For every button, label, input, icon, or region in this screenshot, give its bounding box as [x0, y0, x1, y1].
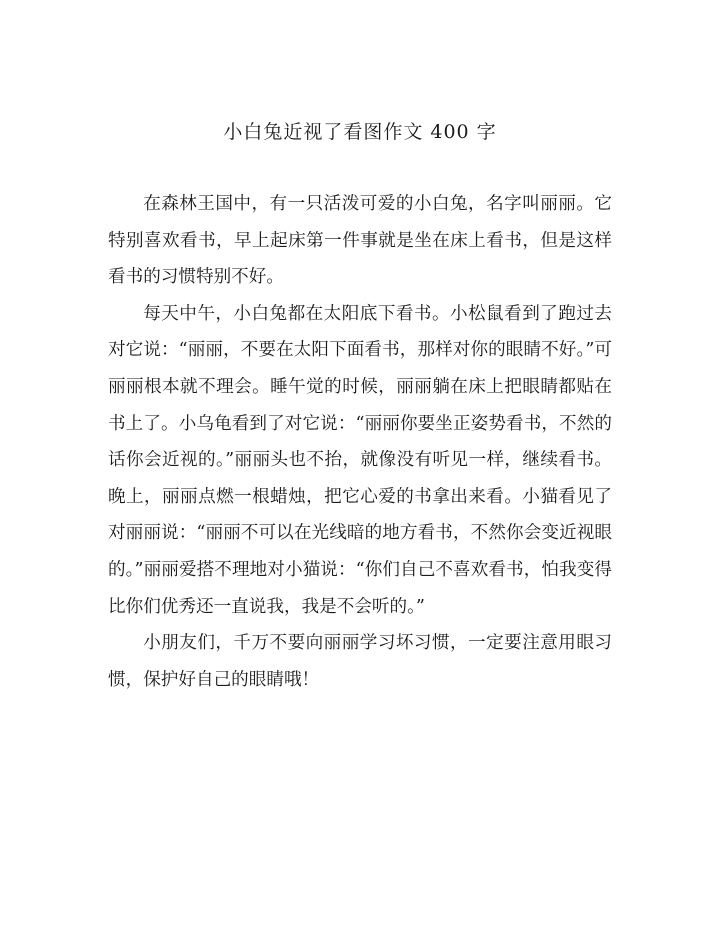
paragraph-story: 每天中午，小白兔都在太阳底下看书。小松鼠看到了跑过去对它说：“丽丽，不要在太阳下面看书，那样对你的眼睛不好。”可丽丽根本就不理会。睡午觉的时候，丽丽躺在床上把眼睛都贴在书上了。小乌龟看到了对它说：“丽丽你要坐正姿势看书，不然的话你会近视的。”丽丽头也不抬，就像没有听见一样，继续看书。晚上，丽丽点燃一根蜡烛，把它心爱的书拿出来看。小猫看见了对丽丽说：“丽丽不可以在光线暗的地方看书，不然你会变近视眼的。”丽丽爱搭不理地对小猫说：“你们自己不喜欢看书，怕我变得比你们优秀还一直说我，我是不会听的。”	[108, 303, 612, 617]
document-body	[108, 186, 612, 698]
paragraph-conclusion: 小朋友们，千万不要向丽丽学习坏习惯，一定要注意用眼习惯，保护好自己的眼睛哦！	[108, 633, 612, 690]
document-title: 小白兔近视了看图作文 400 字	[223, 121, 497, 143]
paragraph-intro: 在森林王国中，有一只活泼可爱的小白兔，名字叫丽丽。它特别喜欢看书，早上起床第一件事就是坐在床上看书，但是这样看书的习惯特别不好。	[108, 194, 612, 288]
